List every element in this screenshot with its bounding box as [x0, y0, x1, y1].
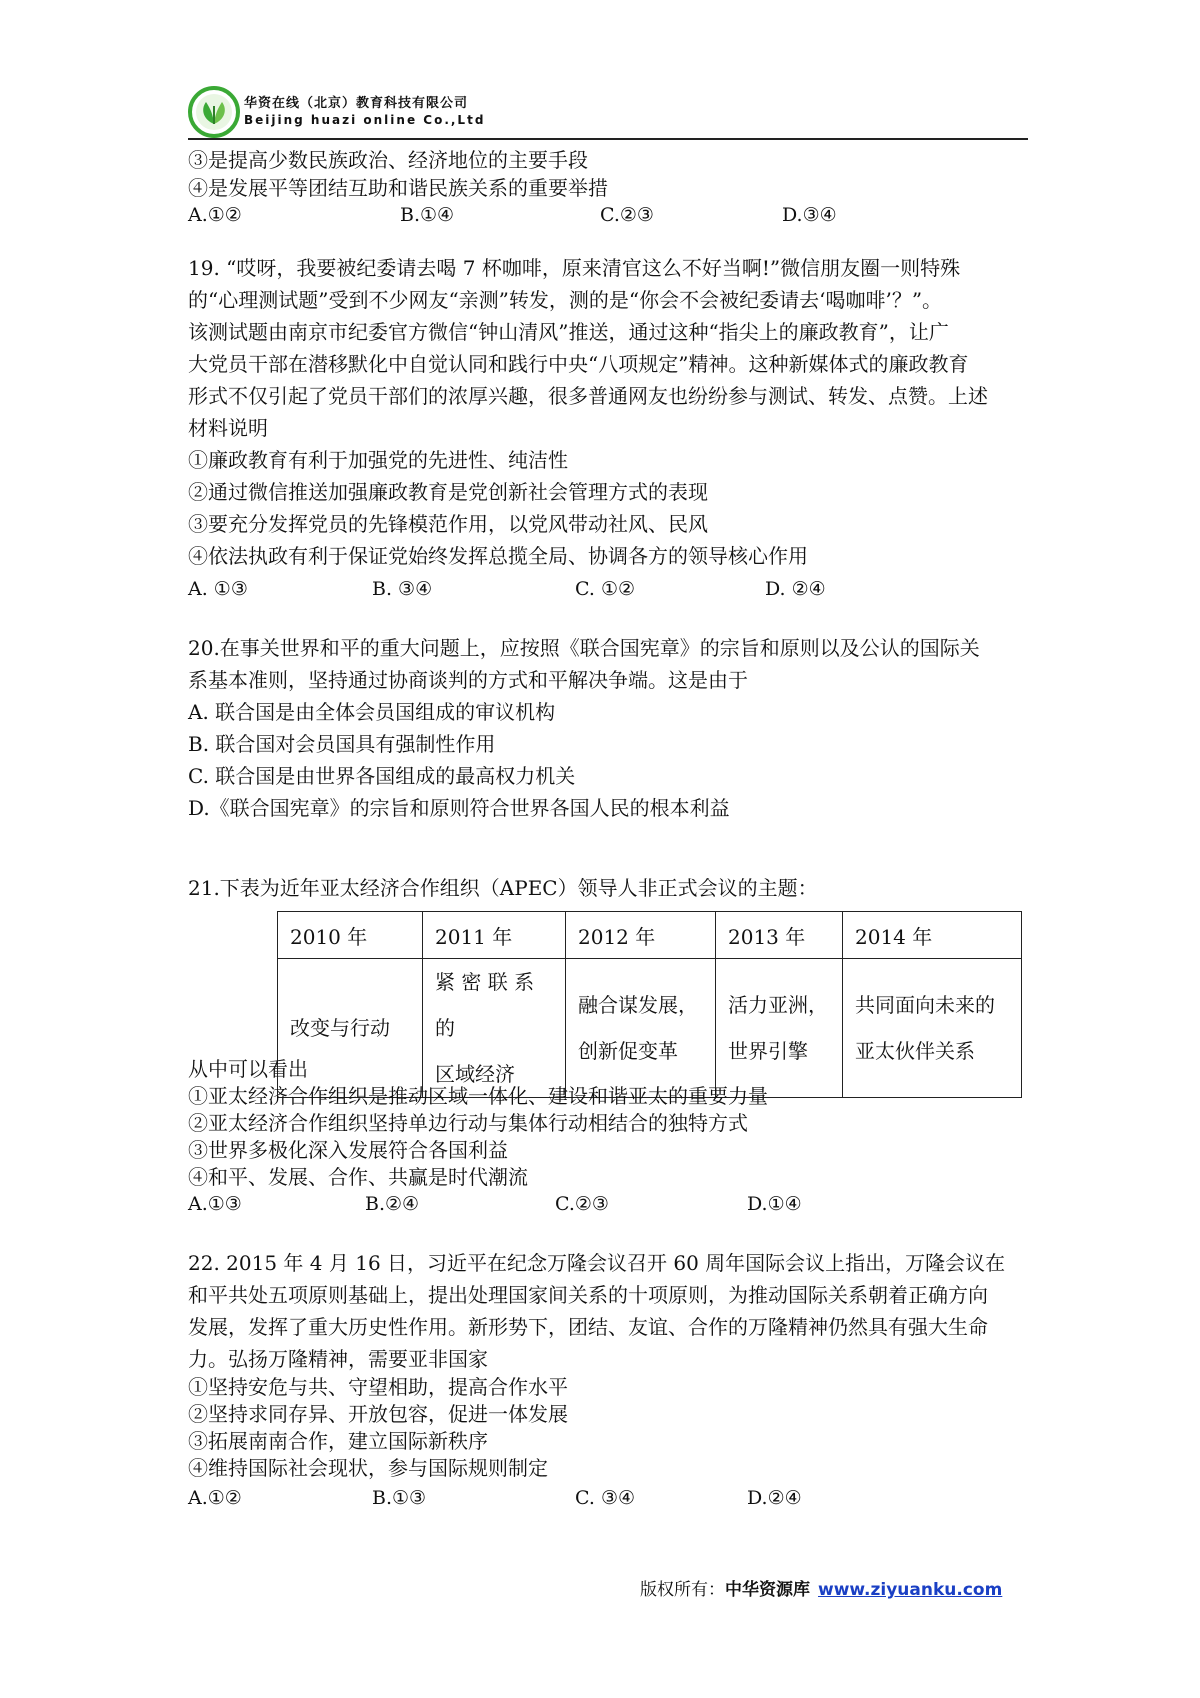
q20-option-a: A. 联合国是由全体会员国组成的审议机构 [188, 700, 556, 724]
q22-item-2: ②坚持求同存异、开放包容，促进一体发展 [188, 1402, 568, 1426]
q22-option-d: D.②④ [747, 1487, 802, 1509]
q22-stem-line: 和平共处五项原则基础上，提出处理国家间关系的十项原则，为推动国际关系朝着正确方向 [188, 1283, 988, 1307]
q20-stem-line: 系基本准则，坚持通过协商谈判的方式和平解决争端。这是由于 [188, 668, 748, 692]
q19-option-a: A. ①③ [188, 578, 248, 600]
q21-item-2: ②亚太经济合作组织坚持单边行动与集体行动相结合的独特方式 [188, 1111, 748, 1135]
table-row [278, 959, 1022, 1098]
q20-option-d: D.《联合国宪章》的宗旨和原则符合世界各国人民的根本利益 [188, 796, 730, 820]
q20-stem-line: 20.在事关世界和平的重大问题上，应按照《联合国宪章》的宗旨和原则以及公认的国际关 [188, 636, 980, 660]
q21-stem: 21.下表为近年亚太经济合作组织（APEC）领导人非正式会议的主题： [188, 876, 818, 900]
theme-text: 活力亚洲， [728, 993, 828, 1017]
table-header-cell: 2014 年 [843, 912, 1022, 959]
q18-option-b: B.①④ [400, 204, 455, 226]
table-header-row [278, 912, 1022, 959]
page-footer [640, 1575, 1002, 1600]
q20-option-c: C. 联合国是由世界各国组成的最高权力机关 [188, 764, 576, 788]
q19-stem-line: 该测试题由南京市纪委官方微信“钟山清风”推送，通过这种“指尖上的廉政教育”，让广 [188, 320, 949, 344]
table-header-cell: 2010 年 [278, 912, 423, 959]
q19-stem-line: 材料说明 [188, 416, 268, 440]
theme-text: 创新促变革 [578, 1039, 678, 1063]
q18-option-a: A.①② [188, 204, 242, 226]
q22-item-1: ①坚持安危与共、守望相助，提高合作水平 [188, 1375, 568, 1399]
q22-item-3: ③拓展南南合作，建立国际新秩序 [188, 1429, 488, 1453]
q19-item-2: ②通过微信推送加强廉政教育是党创新社会管理方式的表现 [188, 480, 708, 504]
q22-stem-line: 发展，发挥了重大历史性作用。新形势下，团结、友谊、合作的万隆精神仍然具有强大生命 [188, 1315, 988, 1339]
theme-text: 亚太伙伴关系 [855, 1039, 975, 1063]
apec-theme-table [277, 911, 1022, 1098]
table-cell [843, 959, 1022, 1098]
q22-item-4: ④维持国际社会现状，参与国际规则制定 [188, 1456, 548, 1480]
q21-item-1: ①亚太经济合作组织是推动区域一体化、建设和谐亚太的重要力量 [188, 1084, 768, 1108]
q18-option-d: D.③④ [782, 204, 837, 226]
site-name: 中华资源库 [725, 1580, 810, 1600]
theme-text: 融合谋发展， [578, 993, 698, 1017]
copyright-label: 版权所有： [640, 1580, 725, 1600]
q21-lead: 从中可以看出 [188, 1057, 308, 1081]
q21-option-c: C.②③ [555, 1193, 609, 1215]
table-cell [716, 959, 843, 1098]
table-cell [423, 959, 566, 1098]
company-name-cn: 华资在线（北京）教育科技有限公司 [244, 96, 469, 111]
q19-option-c: C. ①② [575, 578, 636, 600]
theme-text: 共同面向未来的 [855, 993, 995, 1017]
q19-stem-line: 的“心理测试题”受到不少网友“亲测”转发，测的是“你会不会被纪委请去‘喝咖啡’？”。 [188, 288, 943, 312]
table-header-cell: 2013 年 [716, 912, 843, 959]
q21-option-b: B.②④ [365, 1193, 420, 1215]
q18-item-3: ③是提高少数民族政治、经济地位的主要手段 [188, 148, 588, 172]
q21-item-4: ④和平、发展、合作、共赢是时代潮流 [188, 1165, 528, 1189]
q19-stem-line: 形式不仅引起了党员干部们的浓厚兴趣，很多普通网友也纷纷参与测试、转发、点赞。上述 [188, 384, 988, 408]
q21-option-d: D.①④ [747, 1193, 802, 1215]
q18-item-4: ④是发展平等团结互助和谐民族关系的重要举措 [188, 176, 608, 200]
page-header [188, 86, 1028, 142]
header-divider [188, 138, 1028, 140]
company-logo-icon [188, 86, 240, 138]
table-header-cell: 2011 年 [423, 912, 566, 959]
q19-option-b: B. ③④ [372, 578, 433, 600]
q22-stem-line: 力。弘扬万隆精神，需要亚非国家 [188, 1347, 488, 1371]
q21-item-3: ③世界多极化深入发展符合各国利益 [188, 1138, 508, 1162]
q22-option-a: A.①② [188, 1487, 242, 1509]
theme-text: 紧 密 联 系 的 [435, 970, 535, 1040]
company-name-en: Beijing huazi online Co.,Ltd [244, 113, 486, 127]
table-cell [566, 959, 716, 1098]
q22-option-b: B.①③ [372, 1487, 427, 1509]
site-link[interactable]: www.ziyuanku.com [818, 1580, 1003, 1600]
theme-text: 世界引擎 [728, 1039, 808, 1063]
theme-text: 改变与行动 [290, 1016, 390, 1040]
q18-option-c: C.②③ [600, 204, 654, 226]
q21-option-a: A.①③ [188, 1193, 242, 1215]
q19-item-4: ④依法执政有利于保证党始终发挥总揽全局、协调各方的领导核心作用 [188, 544, 808, 568]
q20-option-b: B. 联合国对会员国具有强制性作用 [188, 732, 496, 756]
q22-stem-line: 22. 2015 年 4 月 16 日，习近平在纪念万隆会议召开 60 周年国际会议上指出，万隆会议在 [188, 1251, 1006, 1275]
q19-item-3: ③要充分发挥党员的先锋模范作用，以党风带动社风、民风 [188, 512, 708, 536]
q22-option-c: C. ③④ [575, 1487, 636, 1509]
q19-item-1: ①廉政教育有利于加强党的先进性、纯洁性 [188, 448, 568, 472]
theme-text: 区域经济 [435, 1062, 515, 1086]
table-header-cell: 2012 年 [566, 912, 716, 959]
q19-stem-line: 大党员干部在潜移默化中自觉认同和践行中央“八项规定”精神。这种新媒体式的廉政教育 [188, 352, 969, 376]
q19-option-d: D. ②④ [765, 578, 826, 600]
q19-stem-line: 19. “哎呀，我要被纪委请去喝 7 杯咖啡，原来清官这么不好当啊!”微信朋友圈一则特殊 [188, 256, 961, 280]
